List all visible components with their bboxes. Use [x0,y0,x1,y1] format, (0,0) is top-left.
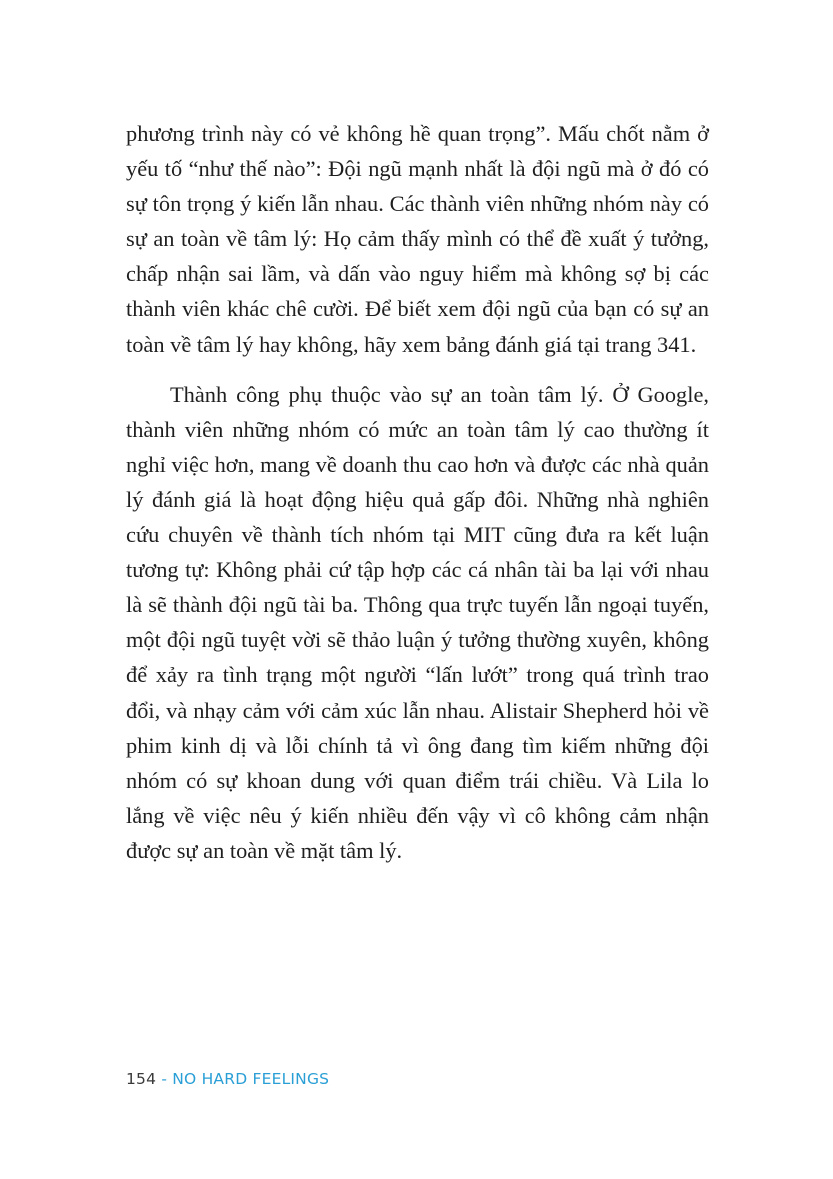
page-footer [126,1070,329,1088]
paragraph-2: Thành công phụ thuộc vào sự an toàn tâm lý. Ở Google, thành viên những nhóm có mức an toàn tâm lý cao thường ít nghỉ việc hơn, mang về doanh thu cao hơn và được các nhà quản lý đánh giá là hoạt động hiệu quả gấp đôi. Những nhà nghiên cứu chuyên về thành tích nhóm tại MIT cũng đưa ra kết luận tương tự: Không phải cứ tập hợp các cá nhân tài ba lại với nhau là sẽ thành đội ngũ tài ba. Thông qua trực tuyến lẫn ngoại tuyến, một đội ngũ tuyệt vời sẽ thảo luận ý tưởng thường xuyên, không để xảy ra tình trạng một người “lấn lướt” trong quá trình trao đổi, và nhạy cảm với cảm xúc lẫn nhau. Alistair Shepherd hỏi về phim kinh dị và lỗi chính tả vì ông đang tìm kiếm những đội nhóm có sự khoan dung với quan điểm trái chiều. Và Lila lo lắng về việc nêu ý kiến nhiều đến vậy vì cô không cảm nhận được sự an toàn về mặt tâm lý. [126,381,709,863]
paragraph-1: phương trình này có vẻ không hề quan trọng”. Mấu chốt nằm ở yếu tố “như thế nào”: Đội ngũ mạnh nhất là đội ngũ mà ở đó có sự tôn trọng ý kiến lẫn nhau. Các thành viên những nhóm này có sự an toàn về tâm lý: Họ cảm thấy mình có thể đề xuất ý tưởng, chấp nhận sai lầm, và dấn vào nguy hiểm mà không sợ bị các thành viên khác chê cười. Để biết xem đội ngũ của bạn có sự an toàn về tâm lý hay không, hãy xem bảng đánh giá tại trang 341. [126,121,709,357]
footer-separator: - [156,1070,173,1088]
body-text [126,116,709,868]
book-title: NO HARD FEELINGS [172,1070,330,1088]
page-number: 154 [126,1070,157,1088]
